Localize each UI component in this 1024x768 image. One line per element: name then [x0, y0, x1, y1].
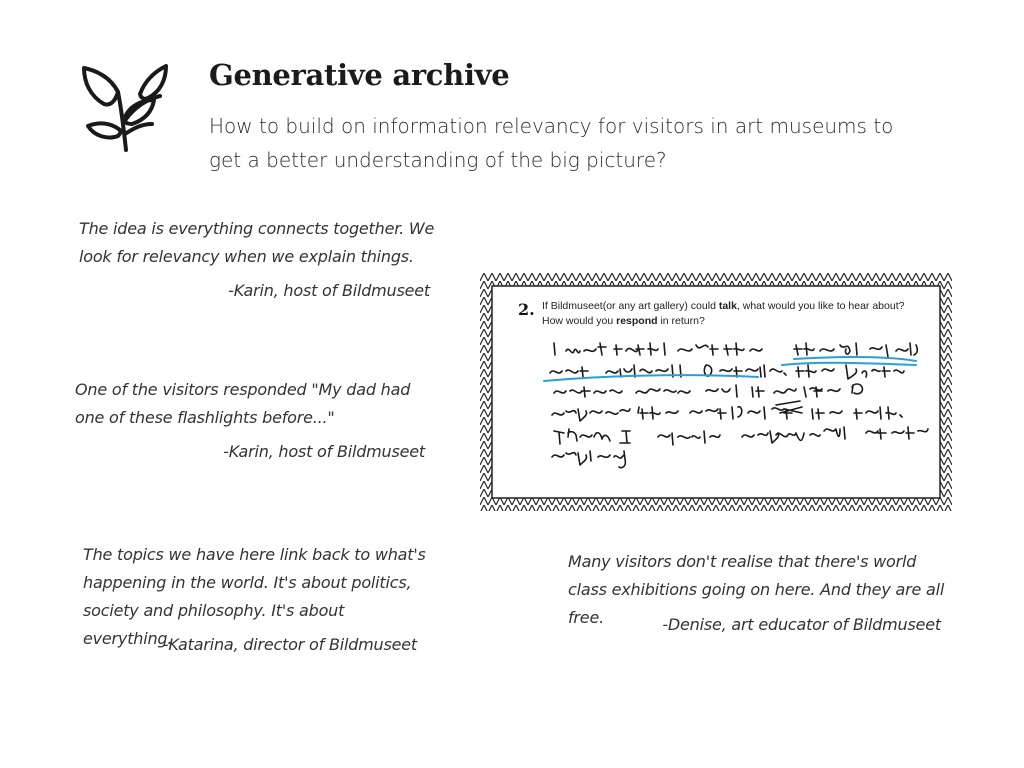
- card-question-line-2: [542, 315, 705, 327]
- quote-attribution: -Karin, host of Bildmuseet: [228, 281, 430, 300]
- quote-text: The topics we have here link back to what's happening in the world. It's about politics, society and philosophy. It's about everything.: [83, 545, 426, 648]
- response-card-image: [480, 273, 952, 511]
- card-question-fragment: , what would you like to hear about?: [736, 300, 905, 312]
- quote-attribution: -Karin, host of Bildmuseet: [223, 442, 425, 461]
- quote-text: The idea is everything connects together. We look for relevancy when we explain things.: [79, 219, 435, 266]
- quote-attribution: -Katarina, director of Bildmuseet: [162, 635, 417, 654]
- quote-text: Many visitors don't realise that there's world class exhibitions going on here. And they are all free.: [568, 552, 945, 627]
- quote-text: One of the visitors responded "My dad had one of these flashlights before...": [75, 380, 411, 427]
- quote-attribution: -Denise, art educator of Bildmuseet: [662, 615, 941, 634]
- card-question-emphasis: talk: [718, 300, 737, 312]
- card-question-emphasis: respond: [616, 315, 658, 327]
- card-question-fragment: If Bildmuseet(or any art gallery) could: [542, 300, 719, 312]
- page-title: Generative archive: [209, 58, 510, 92]
- plant-sprout-icon: [80, 62, 170, 154]
- card-question-number: 2.: [518, 300, 535, 319]
- card-question-fragment: in return?: [657, 315, 705, 327]
- card-question-line-1: [542, 300, 905, 312]
- page-subtitle: How to build on information relevancy for visitors in art museums to get a better understanding of the big picture?: [209, 114, 894, 172]
- card-question-fragment: How would you: [542, 315, 617, 327]
